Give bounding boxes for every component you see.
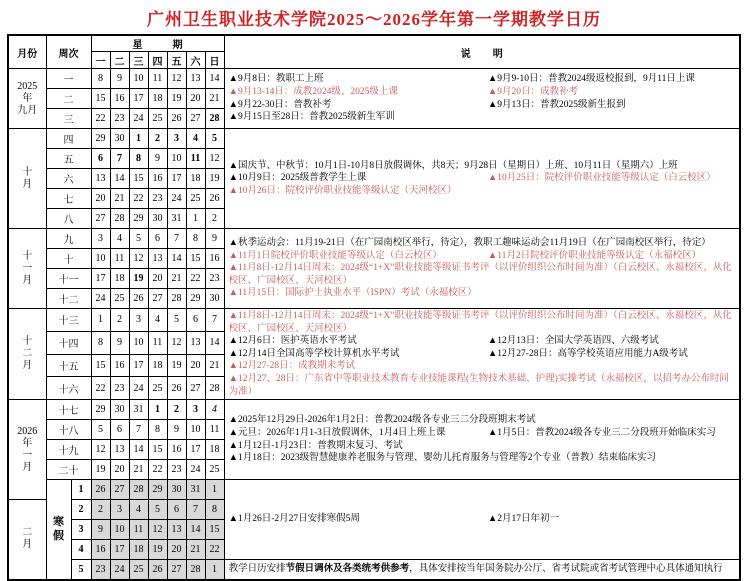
- day-cell: 9: [91, 520, 110, 540]
- header-week: 周次: [46, 35, 91, 69]
- note-segment: ▲9月13日：普教2025级新生报到: [487, 99, 626, 110]
- day-cell: 23: [167, 460, 186, 480]
- day-cell: 16: [167, 440, 186, 460]
- note-segment: ▲9月8日：教职工上班: [228, 74, 324, 85]
- header-weekday-2: 二: [110, 52, 129, 69]
- header-weekday-1: 一: [91, 52, 110, 69]
- day-cell: 26: [167, 109, 186, 129]
- day-cell: 17: [91, 269, 110, 289]
- day-cell: 19: [167, 354, 186, 377]
- day-cell: 3: [186, 400, 205, 420]
- day-cell: 21: [110, 189, 129, 209]
- note-segment: 节假日调休及各类统考供参考: [285, 564, 410, 575]
- day-cell: 5: [129, 229, 148, 249]
- note-segment: ▲12月27-28日：高等学校英语应用能力A级考试: [487, 348, 688, 359]
- day-cell: 13: [148, 249, 167, 269]
- header-weekday-3: 三: [129, 52, 148, 69]
- day-cell: 14: [129, 440, 148, 460]
- day-cell: 8: [186, 229, 205, 249]
- month-cell: 2025 年 九月: [8, 69, 46, 129]
- day-cell: 17: [110, 540, 129, 560]
- day-cell: 31: [167, 209, 186, 229]
- month-cell: 十 二 月: [8, 309, 46, 400]
- note-segment: ▲2月17日年初一: [487, 514, 560, 525]
- notes-cell: [224, 400, 740, 480]
- week-row: [8, 229, 740, 249]
- day-cell: 10: [129, 69, 148, 89]
- day-cell: 27: [167, 560, 186, 580]
- day-cell: 6: [167, 500, 186, 520]
- day-cell: 7: [110, 149, 129, 169]
- day-cell: 10: [91, 249, 110, 269]
- day-cell: 13: [110, 440, 129, 460]
- note-segment: ▲12月6日：医护英语水平考试: [228, 336, 357, 347]
- day-cell: 15: [91, 354, 110, 377]
- note-line: [229, 414, 737, 427]
- day-cell: 21: [205, 89, 224, 109]
- day-cell: 23: [148, 189, 167, 209]
- day-cell: 27: [186, 109, 205, 129]
- day-cell: 3: [167, 129, 186, 149]
- month-cell: 二 月: [8, 500, 46, 580]
- week-label: 一: [46, 69, 91, 89]
- day-cell: 3: [110, 500, 129, 520]
- note-line: [229, 86, 737, 99]
- day-cell: 13: [167, 520, 186, 540]
- day-cell: 25: [148, 109, 167, 129]
- day-cell: 25: [205, 460, 224, 480]
- day-cell: 14: [110, 169, 129, 189]
- day-cell: 16: [148, 169, 167, 189]
- day-cell: 30: [167, 480, 186, 500]
- day-cell: 12: [205, 149, 224, 169]
- day-cell: 24: [167, 189, 186, 209]
- note-line: [229, 360, 737, 373]
- calendar-body: [8, 69, 740, 580]
- day-cell: 2: [167, 400, 186, 420]
- day-cell: 1: [148, 400, 167, 420]
- day-cell: 8: [91, 331, 110, 354]
- note-segment: ▲9月20日：成教补考: [487, 86, 579, 97]
- day-cell: 13: [186, 331, 205, 354]
- day-cell: 16: [205, 249, 224, 269]
- day-cell: 13: [186, 69, 205, 89]
- week-label: 十二: [46, 289, 91, 309]
- week-label: 九: [46, 229, 91, 249]
- day-cell: 27: [148, 289, 167, 309]
- day-cell: 23: [110, 377, 129, 400]
- note-segment: ▲9月9-10日：普教2024级返校报到，9月11日上课: [487, 74, 695, 85]
- day-cell: 25: [186, 189, 205, 209]
- note-segment: ▲12月27-28日：成教期末考试: [228, 361, 356, 372]
- day-cell: 10: [110, 520, 129, 540]
- week-label: 二: [46, 89, 91, 109]
- note-segment: ▲9月13-14日：成教2024级、2025级上课: [228, 86, 398, 97]
- note-segment: ▲1月18日：2023级智慧健康养老服务与管理、婴幼儿托育服务与管理等2个专业（普教）结束临床实习: [228, 453, 656, 464]
- week-label: 八: [46, 209, 91, 229]
- day-cell: 28: [186, 560, 205, 580]
- note-segment: ▲9月22-30日：普教补考: [228, 99, 332, 110]
- note-segment: ▲10月9日：2025级普教学生上课: [228, 173, 367, 184]
- day-cell: 15: [129, 169, 148, 189]
- note-segment: ▲10月26日：院校评价职业技能等级认定（天河校区）: [228, 185, 457, 196]
- day-cell: 26: [167, 377, 186, 400]
- day-cell: 9: [167, 420, 186, 440]
- day-cell: 3: [129, 309, 148, 332]
- header-notes: 说明: [224, 35, 740, 69]
- day-cell: 8: [205, 500, 224, 520]
- day-cell: 4: [205, 400, 224, 420]
- note-segment: ，具体安排按当年国务院办公厅、省考试院或省考试管理中心具体通知执行: [409, 564, 723, 575]
- day-cell: 25: [148, 377, 167, 400]
- day-cell: 29: [148, 480, 167, 500]
- day-cell: 24: [91, 289, 110, 309]
- note-line: [229, 172, 737, 185]
- day-cell: 20: [148, 269, 167, 289]
- day-cell: 28: [205, 109, 224, 129]
- day-cell: 20: [186, 354, 205, 377]
- day-cell: 7: [167, 229, 186, 249]
- notes-cell: [224, 69, 740, 129]
- note-segment: ▲国庆节、中秋节：10月1日-10月8日放假调休，共8天；9月28日（星期日）上班、10月11日（星期六）上班: [228, 160, 678, 171]
- day-cell: 21: [167, 269, 186, 289]
- day-cell: 12: [167, 331, 186, 354]
- day-cell: 20: [186, 89, 205, 109]
- day-cell: 1: [129, 129, 148, 149]
- note-segment: ▲11月15日：国际护士执业水平（ISPN）考试（永福校区）: [228, 288, 477, 299]
- day-cell: 16: [110, 354, 129, 377]
- day-cell: 19: [129, 269, 148, 289]
- week-row: [8, 309, 740, 332]
- month-cell: 2026 年 一 月: [8, 400, 46, 500]
- note-segment: ▲秋季运动会：11月19-21日（在广园南校区举行，待定），教职工趣味运动会11月19日（在广园南校区举行，待定）: [228, 238, 711, 249]
- day-cell: 6: [148, 229, 167, 249]
- note-segment: ▲2025年12月29日-2026年1月2日：普教2024级各专业三二分段班期末考试: [228, 415, 536, 426]
- day-cell: 26: [148, 560, 167, 580]
- note-segment: ▲11月1日院校评价职业技能等级认定（白云校区）: [228, 250, 442, 261]
- week-label: 十三: [46, 309, 91, 332]
- note-segment: 教学日历安排: [228, 564, 286, 575]
- header-month: 月份: [8, 35, 46, 69]
- day-cell: 29: [91, 400, 110, 420]
- header-weekday-5: 五: [167, 52, 186, 69]
- day-cell: 22: [129, 189, 148, 209]
- day-cell: 5: [167, 309, 186, 332]
- day-cell: 1: [205, 480, 224, 500]
- day-cell: 8: [129, 149, 148, 169]
- day-cell: 22: [148, 460, 167, 480]
- day-cell: 13: [91, 169, 110, 189]
- week-label: 三: [46, 109, 91, 129]
- day-cell: 12: [148, 520, 167, 540]
- note-line: [229, 160, 737, 173]
- day-cell: 11: [129, 520, 148, 540]
- day-cell: 11: [148, 69, 167, 89]
- note-segment: ▲12月14日全国高等学校计算机水平考试: [228, 348, 400, 359]
- note-line: [229, 250, 737, 263]
- note-segment: ▲11月8日-12月14日周末：2024级“1+X”职业技能等级证书考评（以评价组织公布时间为准）（白云校区、永福校区、从化校区、广园校区、天河校区）: [228, 263, 732, 286]
- day-cell: 19: [205, 169, 224, 189]
- day-cell: 30: [110, 129, 129, 149]
- day-cell: 30: [148, 209, 167, 229]
- header-weekday-6: 六: [186, 52, 205, 69]
- note-line: [229, 513, 737, 526]
- day-cell: 20: [91, 189, 110, 209]
- day-cell: 21: [186, 540, 205, 560]
- note-line: [229, 373, 737, 398]
- week-label: 七: [46, 189, 91, 209]
- day-cell: 11: [186, 149, 205, 169]
- day-cell: 28: [129, 480, 148, 500]
- header-weekday-group: 星期: [91, 35, 224, 52]
- week-label: 十九: [46, 440, 91, 460]
- day-cell: 22: [205, 540, 224, 560]
- day-cell: 12: [129, 249, 148, 269]
- day-cell: 14: [167, 249, 186, 269]
- day-cell: 27: [91, 209, 110, 229]
- page-title: 广州卫生职业技术学院2025～2026学年第一学期教学日历: [147, 10, 601, 29]
- note-line: [229, 237, 737, 250]
- week-label: 十: [46, 249, 91, 269]
- day-cell: 26: [129, 289, 148, 309]
- week-label: 十七: [46, 400, 91, 420]
- day-cell: 17: [186, 440, 205, 460]
- day-cell: 9: [205, 229, 224, 249]
- day-cell: 25: [110, 289, 129, 309]
- day-cell: 28: [205, 377, 224, 400]
- day-cell: 19: [91, 460, 110, 480]
- note-line: [229, 73, 737, 86]
- day-cell: 7: [129, 420, 148, 440]
- month-cell: 十 一 月: [8, 229, 46, 309]
- day-cell: 26: [91, 480, 110, 500]
- day-cell: 24: [129, 377, 148, 400]
- note-line: [229, 185, 737, 198]
- day-cell: 18: [205, 440, 224, 460]
- day-cell: 11: [148, 331, 167, 354]
- week-label: 五: [46, 149, 91, 169]
- day-cell: 18: [129, 540, 148, 560]
- note-segment: ▲11月8日-12月14日周末：2024级“1+X”职业技能等级证书考评（以评价组织公布时间为准）（白云校区、永福校区、从化校区、广园校区、天河校区）: [228, 311, 732, 334]
- note-line: [229, 440, 737, 453]
- day-cell: 29: [91, 129, 110, 149]
- note-line: [229, 111, 737, 124]
- note-line: [229, 262, 737, 287]
- day-cell: 15: [186, 249, 205, 269]
- day-cell: 30: [110, 400, 129, 420]
- day-cell: 12: [91, 440, 110, 460]
- week-row: [8, 480, 740, 500]
- day-cell: 29: [186, 289, 205, 309]
- note-segment: ▲1月5日：普教2024级各专业三二分段班开始临床实习: [487, 428, 716, 439]
- day-cell: 5: [91, 420, 110, 440]
- day-cell: 25: [129, 560, 148, 580]
- note-line: [229, 287, 737, 300]
- day-cell: 31: [129, 400, 148, 420]
- day-cell: 6: [91, 149, 110, 169]
- day-cell: 20: [167, 540, 186, 560]
- week-label: 十六: [46, 377, 91, 400]
- day-cell: 10: [186, 420, 205, 440]
- vacation-week-number: 1: [71, 480, 91, 500]
- note-segment: ▲9月15日至28日：普教2025级新生军训: [228, 112, 395, 123]
- week-row: [8, 400, 740, 420]
- day-cell: 27: [186, 377, 205, 400]
- note-line: [229, 335, 737, 348]
- day-cell: 14: [205, 69, 224, 89]
- notes-cell: [224, 229, 740, 309]
- day-cell: 10: [167, 149, 186, 169]
- day-cell: 4: [148, 309, 167, 332]
- day-cell: 9: [110, 331, 129, 354]
- day-cell: 19: [167, 89, 186, 109]
- day-cell: 11: [205, 420, 224, 440]
- note-segment: ▲10月25日：院校评价职业技能等级认定（白云校区）: [487, 173, 716, 184]
- day-cell: 9: [148, 149, 167, 169]
- day-cell: 4: [110, 229, 129, 249]
- day-cell: 1: [91, 309, 110, 332]
- day-cell: 16: [110, 89, 129, 109]
- day-cell: 5: [205, 129, 224, 149]
- day-cell: 5: [148, 500, 167, 520]
- day-cell: 17: [129, 354, 148, 377]
- notes-cell: [224, 129, 740, 229]
- day-cell: 3: [91, 229, 110, 249]
- day-cell: 23: [205, 269, 224, 289]
- day-cell: 18: [110, 269, 129, 289]
- day-cell: 21: [205, 354, 224, 377]
- day-cell: 24: [186, 460, 205, 480]
- note-segment: ▲12月13日：全国大学英语四、六级考试: [487, 336, 659, 347]
- day-cell: 31: [186, 480, 205, 500]
- day-cell: 1: [205, 560, 224, 580]
- week-label: 二十: [46, 460, 91, 480]
- day-cell: 24: [129, 109, 148, 129]
- vacation-week-number: 4: [71, 540, 91, 560]
- week-label: 十五: [46, 354, 91, 377]
- day-cell: 28: [167, 289, 186, 309]
- day-cell: 7: [205, 309, 224, 332]
- day-cell: 15: [148, 440, 167, 460]
- day-cell: 28: [110, 209, 129, 229]
- header-weekday-4: 四: [148, 52, 167, 69]
- note-line: [229, 310, 737, 335]
- header-weekday-7: 日: [205, 52, 224, 69]
- day-cell: 27: [110, 480, 129, 500]
- day-cell: 10: [129, 331, 148, 354]
- note-segment: ▲1月12日-1月23日：普教期末复习、考试: [228, 440, 403, 451]
- day-cell: 2: [110, 309, 129, 332]
- winter-vacation-label: 寒 假: [46, 480, 71, 580]
- day-cell: 24: [110, 560, 129, 580]
- day-cell: 14: [186, 520, 205, 540]
- vacation-week-number: 3: [71, 520, 91, 540]
- day-cell: 23: [110, 109, 129, 129]
- day-cell: 4: [186, 129, 205, 149]
- day-cell: 15: [91, 89, 110, 109]
- day-cell: 17: [129, 89, 148, 109]
- day-cell: 2: [148, 129, 167, 149]
- calendar-table: [7, 34, 741, 581]
- day-cell: 22: [186, 269, 205, 289]
- note-line: [229, 427, 737, 440]
- month-cell: 十 月: [8, 129, 46, 229]
- day-cell: 19: [148, 540, 167, 560]
- week-row: [8, 129, 740, 149]
- day-cell: 4: [129, 500, 148, 520]
- day-cell: 7: [186, 500, 205, 520]
- day-cell: 20: [110, 460, 129, 480]
- day-cell: 12: [167, 69, 186, 89]
- note-line: [229, 563, 737, 576]
- vacation-week-number: 2: [71, 500, 91, 520]
- note-segment: ▲12月27、28日：广东省中等职业技术教育专业技能课程(生物技术基础、护理)实操考试（永福校区，以招考办公布时间为准）: [228, 373, 729, 397]
- note-segment: ▲元旦：2026年1月1-3日放假调休，1月4日上班上课: [228, 428, 446, 439]
- notes-cell: [224, 480, 740, 560]
- note-segment: ▲1月26日-2月27日安排寒假5周: [228, 514, 360, 525]
- day-cell: 18: [186, 169, 205, 189]
- day-cell: 22: [91, 109, 110, 129]
- day-cell: 8: [148, 420, 167, 440]
- week-label: 十四: [46, 331, 91, 354]
- week-row: [8, 69, 740, 89]
- day-cell: 18: [148, 354, 167, 377]
- day-cell: 21: [129, 460, 148, 480]
- day-cell: 2: [205, 209, 224, 229]
- day-cell: 1: [186, 209, 205, 229]
- day-cell: 15: [205, 520, 224, 540]
- week-label: 十一: [46, 269, 91, 289]
- day-cell: 22: [91, 377, 110, 400]
- day-cell: 26: [205, 189, 224, 209]
- note-line: [229, 99, 737, 112]
- day-cell: 6: [186, 309, 205, 332]
- day-cell: 29: [129, 209, 148, 229]
- week-label: 六: [46, 169, 91, 189]
- day-cell: 8: [91, 69, 110, 89]
- day-cell: 17: [167, 169, 186, 189]
- vacation-week-number: 5: [71, 560, 91, 580]
- day-cell: 23: [91, 560, 110, 580]
- note-line: [229, 452, 737, 465]
- note-segment: ▲11月2日院校评价职业技能等级认定（永福校区）: [487, 250, 702, 261]
- day-cell: 30: [205, 289, 224, 309]
- day-cell: 2: [91, 500, 110, 520]
- day-cell: 9: [110, 69, 129, 89]
- day-cell: 6: [110, 420, 129, 440]
- day-cell: 11: [110, 249, 129, 269]
- week-label: 十八: [46, 420, 91, 440]
- day-cell: 18: [148, 89, 167, 109]
- note-line: [229, 348, 737, 361]
- notes-cell: [224, 309, 740, 400]
- day-cell: 16: [91, 540, 110, 560]
- day-cell: 14: [205, 331, 224, 354]
- week-label: 四: [46, 129, 91, 149]
